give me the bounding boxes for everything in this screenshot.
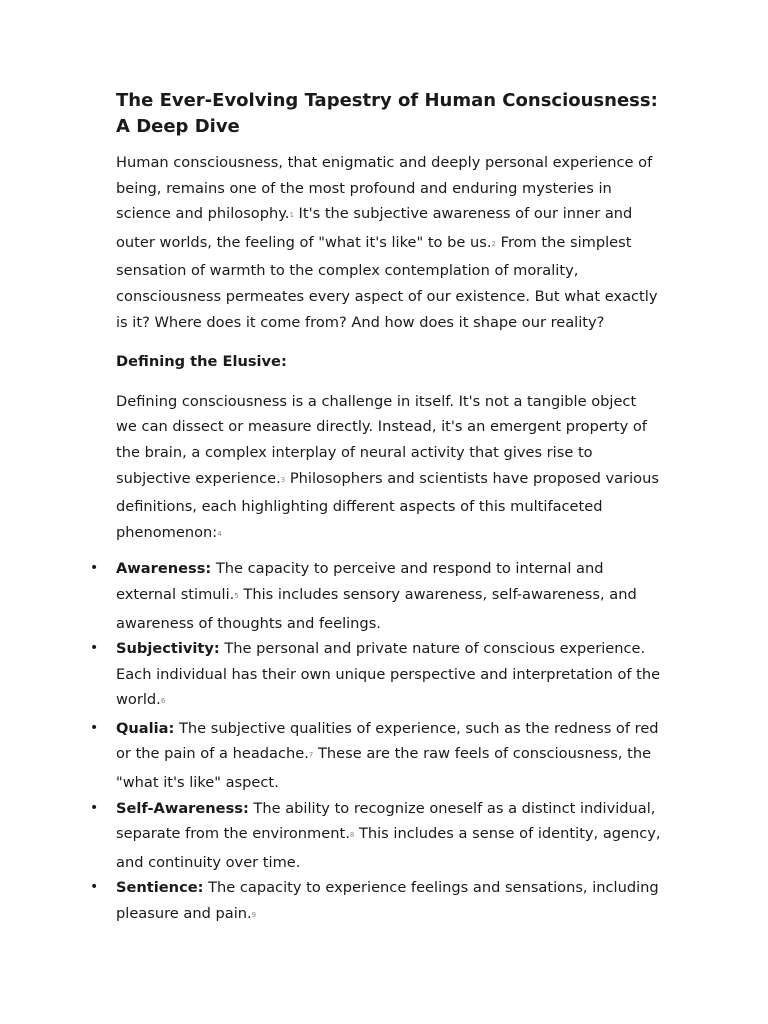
footnote-marker-1[interactable]: 1 <box>289 211 294 220</box>
footnote-marker-6[interactable]: 6 <box>160 697 166 706</box>
footnote-marker-9[interactable]: 9 <box>251 911 257 920</box>
list-item-term: Awareness: <box>116 560 212 578</box>
bullet-icon: • <box>90 560 99 577</box>
footnote-marker-5[interactable]: 5 <box>234 591 239 600</box>
list-item <box>90 796 661 876</box>
intro-text-1: Human consciousness, that enigmatic and deeply personal experience of being, remains one of the most profound and enduring mysteries in science and philosophy. <box>116 154 653 223</box>
footnote-marker-7[interactable]: 7 <box>308 751 314 760</box>
bullet-icon: • <box>90 719 99 736</box>
bullet-icon: • <box>90 640 99 657</box>
list-item-text: The capacity to experience feelings and sensations, including pleasure and pain. <box>116 879 659 923</box>
document-page <box>90 88 661 930</box>
intro-text-2: It's the subjective awareness of our inner and outer worlds, the feeling of "what it's like" to be us. <box>116 205 633 251</box>
list-item-term: Sentience: <box>116 879 204 897</box>
section-text-2: Philosophers and scientists have proposed various definitions, each highlighting different aspects of this multifaceted phenomenon: <box>116 469 659 541</box>
list-item <box>90 875 661 929</box>
list-item-text-continued: This includes sensory awareness, self-awareness, and awareness of thoughts and feelings. <box>116 585 637 632</box>
list-item-text: The ability to recognize oneself as a distinct individual, separate from the environment. <box>116 799 656 843</box>
section-heading: Defining the Elusive: <box>116 353 287 371</box>
list-item-text: The subjective qualities of experience, such as the redness of red or the pain of a headache. <box>116 719 659 763</box>
list-item-term: Qualia: <box>116 719 175 737</box>
list-item <box>90 636 661 716</box>
definitions-list <box>90 556 661 929</box>
bullet-icon: • <box>90 879 99 896</box>
intro-text-3: From the simplest sensation of warmth to the complex contemplation of morality, consciousness permeates every aspect of our existence. But what exactly is it? Where does it come from? And how does it shape our reality? <box>116 233 658 331</box>
intro-paragraph <box>116 150 661 335</box>
list-item <box>90 556 661 636</box>
footnote-marker-8[interactable]: 8 <box>349 831 355 840</box>
list-item-term: Self-Awareness: <box>116 799 249 817</box>
section-text-1: Defining consciousness is a challenge in itself. It's not a tangible object we can dissect or measure directly. Instead, it's an emergent property of the brain, a complex interplay of neural activity that gives rise to subjective experience. <box>116 392 647 487</box>
list-item-text-continued: These are the raw feels of consciousness, the "what it's like" aspect. <box>116 745 652 792</box>
section-paragraph <box>116 389 661 549</box>
list-item-term: Subjectivity: <box>116 640 220 658</box>
footnote-marker-3[interactable]: 3 <box>280 475 286 484</box>
list-item-text: The capacity to perceive and respond to internal and external stimuli. <box>116 560 604 603</box>
list-item <box>90 716 661 796</box>
page-title: The Ever-Evolving Tapestry of Human Consciousness: A Deep Dive <box>116 90 658 137</box>
bullet-icon: • <box>90 799 99 816</box>
list-item-text: The personal and private nature of conscious experience. Each individual has their own unique perspective and interpretation of the world. <box>116 640 661 709</box>
list-item-text-continued: This includes a sense of identity, agency, and continuity over time. <box>116 825 661 871</box>
footnote-marker-2[interactable]: 2 <box>491 239 496 248</box>
footnote-marker-4[interactable]: 4 <box>217 529 222 538</box>
